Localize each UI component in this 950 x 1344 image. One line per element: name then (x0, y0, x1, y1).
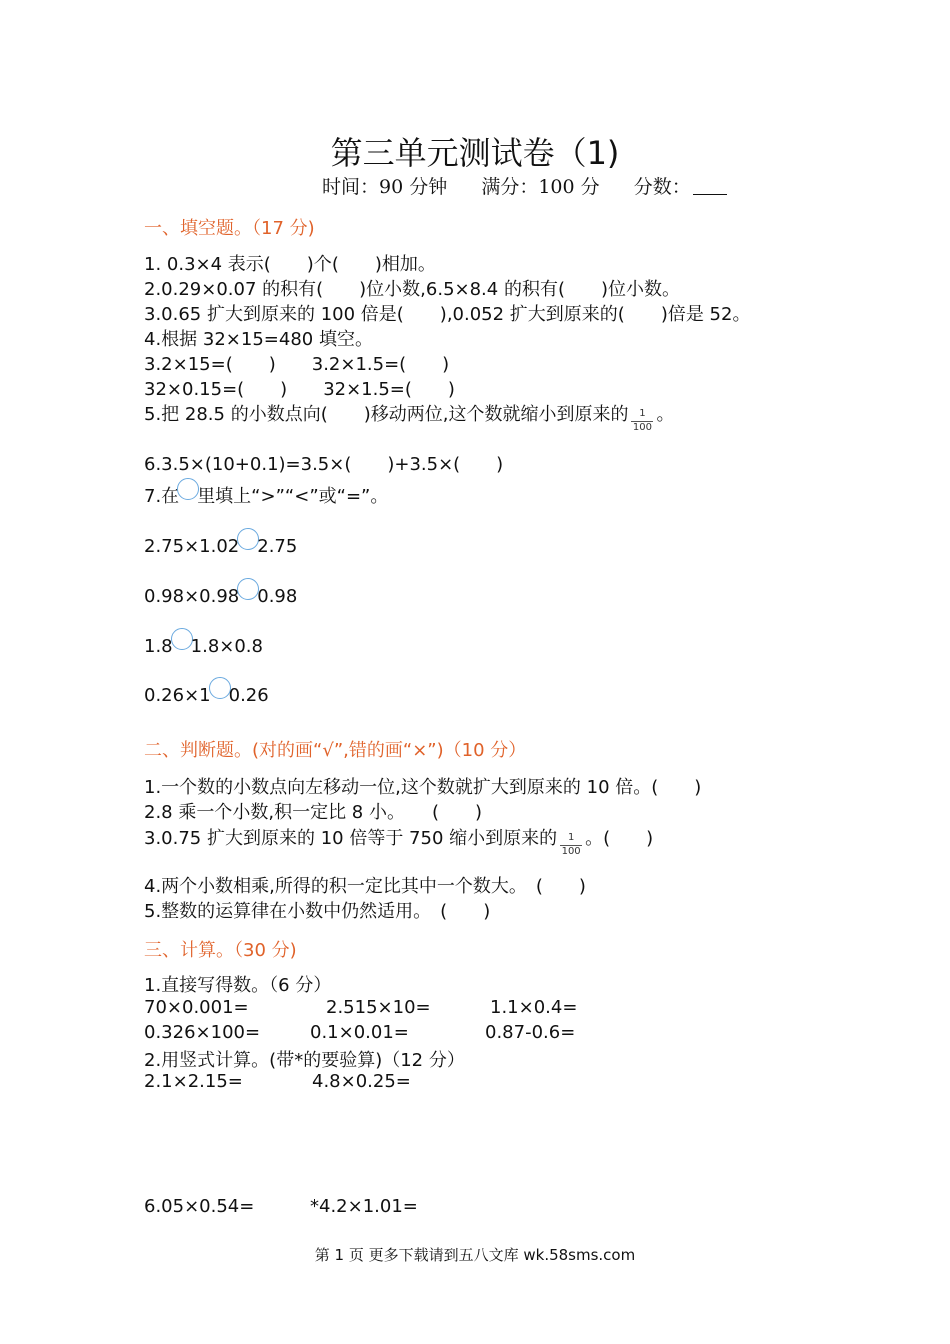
calc-item: 0.87-0.6= (485, 1022, 576, 1043)
question-1-7: 7.在 里填上“>”“<”或“=”。 (144, 478, 388, 508)
question-2-5: 5.整数的运算律在小数中仍然适用。 ( ) (144, 901, 491, 922)
calc-item: 70×0.001= (144, 997, 249, 1018)
fraction-one-hundredth: $\frac{1}{100}$ (561, 832, 581, 854)
exam-info (322, 172, 727, 199)
score-label: 分数： (633, 176, 691, 198)
score-blank[interactable] (693, 176, 727, 195)
question-1-6: 6.3.5×(10+0.1)=3.5×( )+3.5×( ) (144, 454, 504, 475)
section1-heading: 一、填空题。（17 分) (144, 218, 315, 239)
question-1-5-text: 5.把 28.5 的小数点向( )移动两位,这个数就缩小到原来的 (144, 404, 629, 425)
question-1-4a: 3.2×15=( ) 3.2×1.5=( ) (144, 354, 450, 375)
fraction-one-hundredth: $\frac{1}{100}$ (632, 408, 653, 430)
page-title: 第三单元测试卷（1) (330, 134, 620, 172)
question-3-1: 1.直接写得数。（6 分） (144, 975, 332, 996)
question-1-2: 2.0.29×0.07 的积有( )位小数,6.5×8.4 的积有( )位小数。 (144, 279, 680, 300)
calc-item: 2.1×2.15= (144, 1071, 243, 1092)
circle-icon (177, 478, 199, 500)
page-footer: 第 1 页 更多下载请到五八文库 wk.58sms.com (314, 1246, 636, 1264)
compare-2: 0.98×0.98 0.98 (144, 578, 297, 607)
section2-heading: 二、判断题。(对的画“√”,错的画“×”)（10 分） (144, 740, 527, 761)
question-2-2: 2.8 乘一个小数,积一定比 8 小。 ( ) (144, 802, 483, 823)
time-limit: 时间：90 分钟 (322, 176, 448, 198)
compare-circle-2[interactable] (237, 578, 259, 600)
calc-item: 1.1×0.4= (490, 997, 578, 1018)
question-1-1: 1. 0.3×4 表示( )个( )相加。 (144, 254, 436, 275)
question-1-5: 5.把 28.5 的小数点向( )移动两位,这个数就缩小到原来的 $\frac{1}{100}$ 。 (144, 400, 674, 434)
section3-heading: 三、计算。（30 分) (144, 940, 297, 961)
question-1-4: 4.根据 32×15=480 填空。 (144, 329, 373, 350)
compare-circle-4[interactable] (209, 677, 231, 699)
calc-item: 4.8×0.25= (312, 1071, 411, 1092)
full-score: 满分：100 分 (481, 176, 600, 198)
compare-1: 2.75×1.02 2.75 (144, 528, 297, 557)
calc-item: 2.515×10= (326, 997, 431, 1018)
question-2-1: 1.一个数的小数点向左移动一位,这个数就扩大到原来的 10 倍。( ) (144, 777, 702, 798)
question-1-4b: 32×0.15=( ) 32×1.5=( ) (144, 379, 455, 400)
compare-circle-3[interactable] (171, 628, 193, 650)
calc-item: 6.05×0.54= (144, 1196, 255, 1217)
compare-4: 0.26×1 0.26 (144, 677, 269, 706)
compare-circle-1[interactable] (237, 528, 259, 550)
question-3-2: 2.用竖式计算。(带*的要验算)（12 分） (144, 1050, 465, 1071)
question-2-4: 4.两个小数相乘,所得的积一定比其中一个数大。 ( ) (144, 876, 586, 897)
calc-item: 0.326×100= (144, 1022, 261, 1043)
compare-3: 1.8 1.8×0.8 (144, 628, 263, 657)
question-1-3: 3.0.65 扩大到原来的 100 倍是( ),0.052 扩大到原来的( )倍是 52。 (144, 304, 751, 325)
calc-item: *4.2×1.01= (310, 1196, 418, 1217)
calc-item: 0.1×0.01= (310, 1022, 409, 1043)
question-2-3: 3.0.75 扩大到原来的 10 倍等于 750 缩小到原来的 $\frac{1}{100}$ 。( ) (144, 824, 653, 858)
